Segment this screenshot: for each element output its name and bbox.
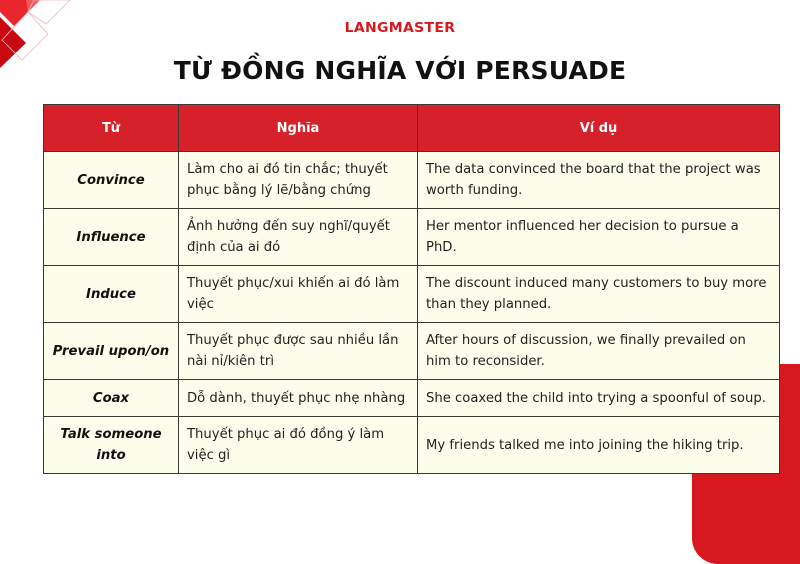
header-example: Ví dụ xyxy=(418,105,780,152)
meaning-cell: Làm cho ai đó tin chắc; thuyết phục bằng lý lẽ/bằng chứng xyxy=(179,152,418,209)
meaning-cell: Dỗ dành, thuyết phục nhẹ nhàng xyxy=(179,380,418,417)
meaning-cell: Thuyết phục/xui khiến ai đó làm việc xyxy=(179,266,418,323)
example-cell: The data convinced the board that the project was worth funding. xyxy=(418,152,780,209)
example-cell: My friends talked me into joining the hiking trip. xyxy=(418,417,780,474)
meaning-cell: Thuyết phục ai đó đồng ý làm việc gì xyxy=(179,417,418,474)
page-title: TỪ ĐỒNG NGHĨA VỚI PERSUADE xyxy=(173,56,627,85)
table-row xyxy=(44,209,780,266)
table-row xyxy=(44,417,780,474)
table-row xyxy=(44,152,780,209)
word-cell: Talk someone into xyxy=(44,417,179,474)
word-cell: Prevail upon/on xyxy=(44,323,179,380)
example-cell: After hours of discussion, we finally prevailed on him to reconsider. xyxy=(418,323,780,380)
header-word: Từ xyxy=(44,105,179,152)
word-cell: Induce xyxy=(44,266,179,323)
meaning-cell: Ảnh hưởng đến suy nghĩ/quyết định của ai đó xyxy=(179,209,418,266)
synonyms-table xyxy=(43,104,780,474)
example-cell: She coaxed the child into trying a spoonful of soup. xyxy=(418,380,780,417)
table-row xyxy=(44,266,780,323)
table-row xyxy=(44,323,780,380)
word-cell: Influence xyxy=(44,209,179,266)
word-cell: Coax xyxy=(44,380,179,417)
table-row xyxy=(44,380,780,417)
table-header-row xyxy=(44,105,780,152)
meaning-cell: Thuyết phục được sau nhiều lần nài nỉ/kiên trì xyxy=(179,323,418,380)
example-cell: Her mentor influenced her decision to pursue a PhD. xyxy=(418,209,780,266)
example-cell: The discount induced many customers to buy more than they planned. xyxy=(418,266,780,323)
brand-logo: LANGMASTER xyxy=(344,20,456,36)
header-meaning: Nghĩa xyxy=(179,105,418,152)
word-cell: Convince xyxy=(44,152,179,209)
